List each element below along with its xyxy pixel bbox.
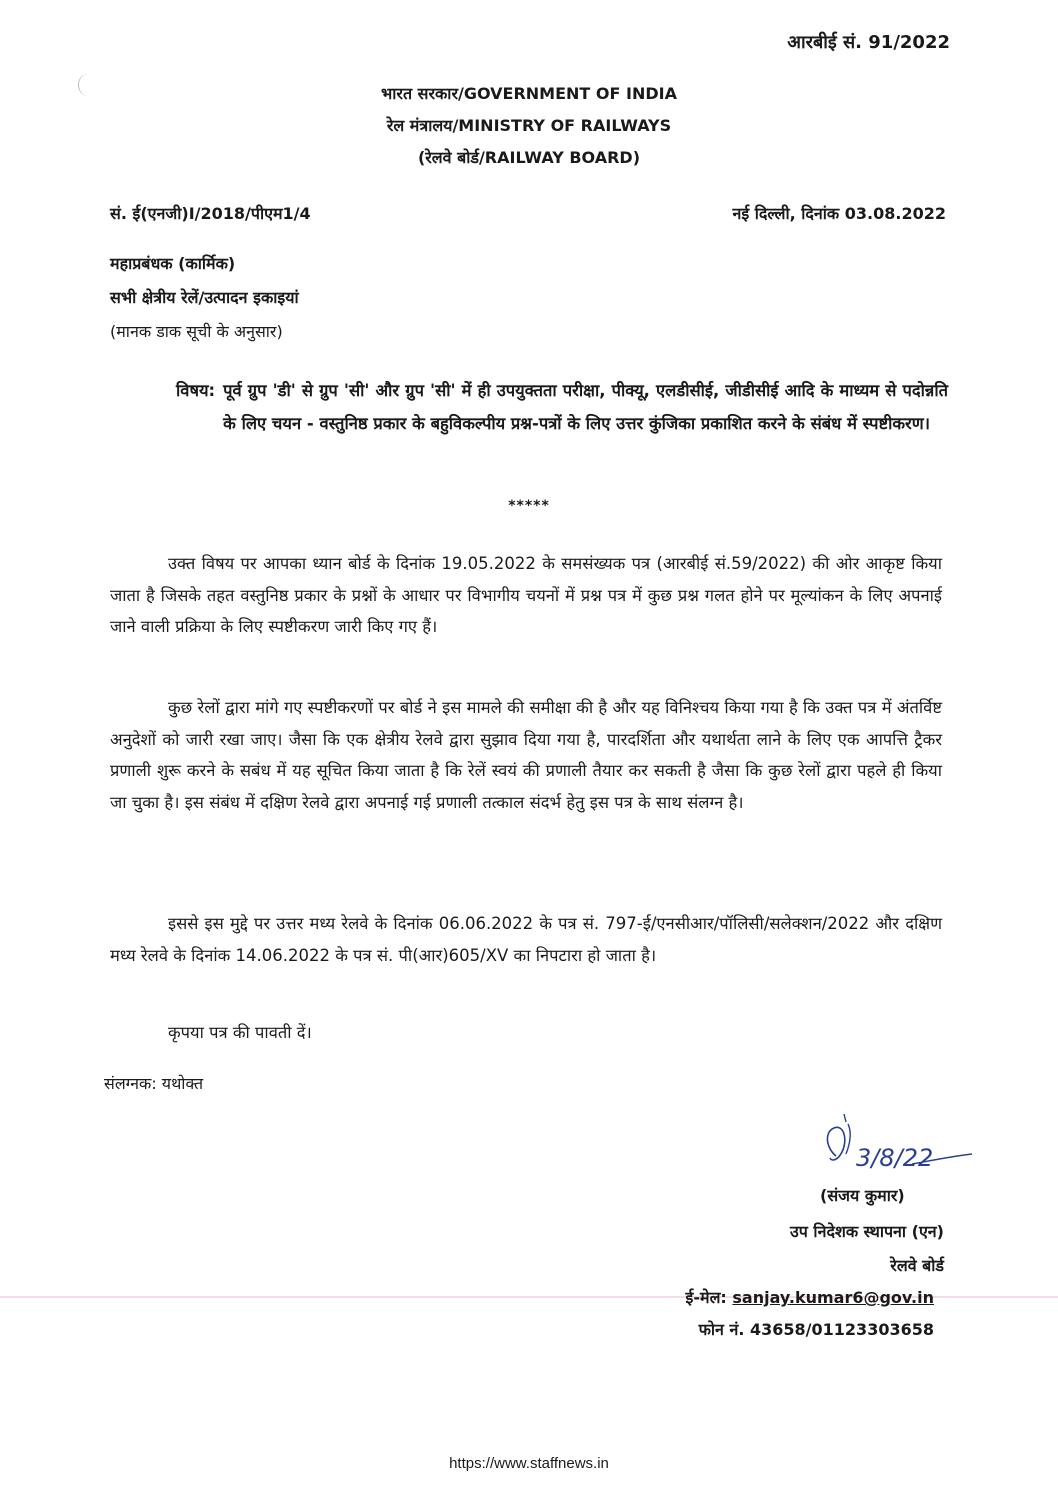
- subject-block: [176, 374, 948, 440]
- govt-heading: भारत सरकार/GOVERNMENT OF INDIA: [381, 84, 677, 103]
- addressee-line-3: (मानक डाक सूची के अनुसार): [110, 322, 283, 341]
- letter-date: नई दिल्ली, दिनांक 03.08.2022: [732, 204, 946, 223]
- signatory-office: रेलवे बोर्ड: [890, 1256, 944, 1275]
- board-heading: (रेलवे बोर्ड/RAILWAY BOARD): [417, 148, 641, 167]
- signatory-designation: उप निदेशक स्थापना (एन): [790, 1222, 944, 1241]
- body-paragraph-2: कुछ रेलों द्वारा मांगे गए स्पष्टीकरणों पर बोर्ड ने इस मामले की समीक्षा की है और यह विनिश्चय किया गया है कि उक्त पत्र में अंतर्विष्ट अनुदेशों को जारी रखा जाए। जैसा कि एक क्षेत्रीय रेलवे द्वारा सुझाव दिया गया है, पारदर्शिता और यथार्थता लाने के लिए एक आपत्ति ट्रैकर प्रणाली शुरू करने के सबंध में यह सूचित किया जाता है कि रेलें स्वयं की प्रणाली तैयार कर सकती है जैसा कि कुछ रेलों द्वारा पहले ही किया जा चुका है। इस संबंध में दक्षिण रेलवे द्वारा अपनाई गई प्रणाली तत्काल संदर्भ हेतु इस पत्र के साथ संलग्न है।: [110, 698, 942, 812]
- addressee-line-2: सभी क्षेत्रीय रेलें/उत्पादन इकाइयां: [110, 288, 299, 307]
- body-paragraph-3: इससे इस मुद्दे पर उत्तर मध्य रेलवे के दिनांक 06.06.2022 के पत्र सं. 797-ई/एनसीआर/पॉलिसी/सलेक्शन/2022 और दक्षिण मध्य रेलवे के दिनांक 14.06.2022 के पत्र सं. पी(आर)605/XV का निपटारा हो जाता है।: [110, 914, 942, 965]
- subject-label: विषय:: [176, 381, 216, 400]
- subject-text: पूर्व ग्रुप 'डी' से ग्रुप 'सी' और ग्रुप 'सी' में ही उपयुक्तता परीक्षा, पीक्यू, एलडीसीई, जीडीसीई आदि के माध्यम से पदोन्नति के लिए चयन - वस्तुनिष्ठ प्रकार के बहुविकल्पीय प्रश्न-पत्रों के लिए उत्तर कुंजिका प्रकाशित करने के संबंध में स्पष्टीकरण।: [223, 381, 948, 433]
- email-label: ई-मेल:: [685, 1288, 727, 1307]
- ref-number: आरबीई सं. 91/2022: [787, 32, 950, 53]
- signatory-email: [686, 1286, 934, 1308]
- handwritten-signature: [808, 1104, 978, 1184]
- enclosure-note: संलग्नक: यथोक्त: [104, 1074, 204, 1093]
- signatory-name: (संजय कुमार): [820, 1186, 905, 1205]
- ministry-heading: रेल मंत्रालय/MINISTRY OF RAILWAYS: [386, 116, 672, 135]
- body-paragraph-1: उक्त विषय पर आपका ध्यान बोर्ड के दिनांक 19.05.2022 के समसंख्यक पत्र (आरबीई सं.59/2022) की ओर आकृष्ट किया जाता है जिसके तहत वस्तुनिष्ठ प्रकार के प्रश्नों के आधार पर विभागीय चयनों में प्रश्न पत्र में कुछ प्रश्न गलत होने पर मूल्यांकन के लिए अपनाई जाने वाली प्रक्रिया के लिए स्पष्टीकरण जारी किए गए हैं।: [110, 554, 942, 636]
- letter-number: सं. ई(एनजी)I/2018/पीएम1/4: [110, 204, 311, 223]
- signatory-phone: फोन नं. 43658/01123303658: [698, 1320, 934, 1339]
- addressee-line-1: महाप्रबंधक (कार्मिक): [110, 254, 236, 273]
- signature-date: 3/8/22: [856, 1144, 934, 1172]
- body-paragraph-4: कृपया पत्र की पावती दें।: [168, 1023, 312, 1042]
- separator: *****: [508, 498, 550, 514]
- email-link[interactable]: sanjay.kumar6@gov.in: [732, 1288, 934, 1307]
- footer-url[interactable]: https://www.staffnews.in: [449, 1455, 609, 1472]
